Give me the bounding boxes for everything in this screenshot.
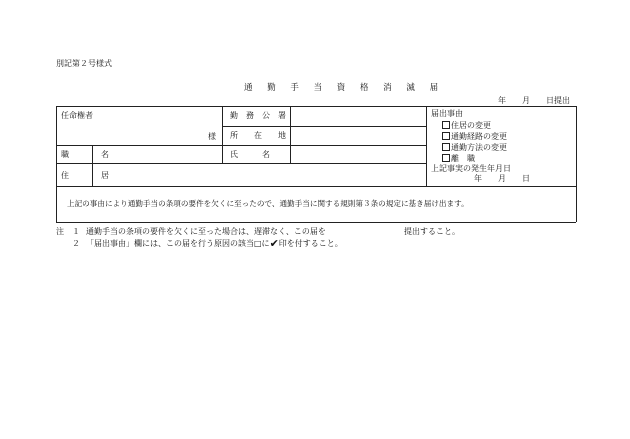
checkbox-icon (442, 132, 450, 140)
reason-option[interactable]: 住居の変更 (442, 121, 491, 130)
note-number: ２ (72, 239, 80, 248)
note-text: 提出すること。 (404, 227, 460, 236)
appointer-label: 任命権者 (61, 111, 93, 120)
checkbox-icon (442, 154, 450, 162)
declaration-text: 上記の事由により通勤手当の条項の要件を欠くに至ったので、通勤手当に関する規則第３条の規定に基き届け出ます。 (67, 199, 469, 208)
residence-label: 住 居 (61, 171, 121, 180)
address-label: 所 在 地 (230, 131, 286, 140)
reason-option[interactable]: 通勤経路の変更 (442, 132, 507, 141)
checkbox-icon (442, 121, 450, 129)
note-number: １ (72, 227, 80, 236)
workplace-label: 勤 務 公 署 (230, 111, 286, 120)
fact-date-value: 年 月 日 (474, 174, 530, 183)
note-prefix: 注 (56, 227, 64, 236)
checkmark-icon: ✔ (269, 237, 279, 250)
checkbox-icon (442, 143, 450, 151)
reason-heading: 届出事由 (431, 109, 463, 118)
form-label: 別記第２号様式 (56, 59, 112, 68)
reason-option[interactable]: 通勤方法の変更 (442, 143, 507, 152)
fact-date-label: 上記事実の発生年月日 (431, 164, 511, 173)
note-text: 「届出事由」欄には、この届を行う原因の該当□に✔印を付すること。 (86, 237, 343, 250)
name-label: 氏 名 (230, 150, 270, 159)
note-text: 通勤手当の条項の要件を欠くに至った場合は、遅滞なく、この届を (86, 227, 326, 236)
position-label: 職 名 (61, 150, 121, 159)
submission-date: 年 月 日提出 (498, 96, 570, 105)
form-title: 通 勤 手 当 資 格 消 滅 届 (244, 83, 445, 93)
honorific-label: 様 (208, 132, 216, 141)
reason-option[interactable]: 離 職 (442, 154, 475, 163)
